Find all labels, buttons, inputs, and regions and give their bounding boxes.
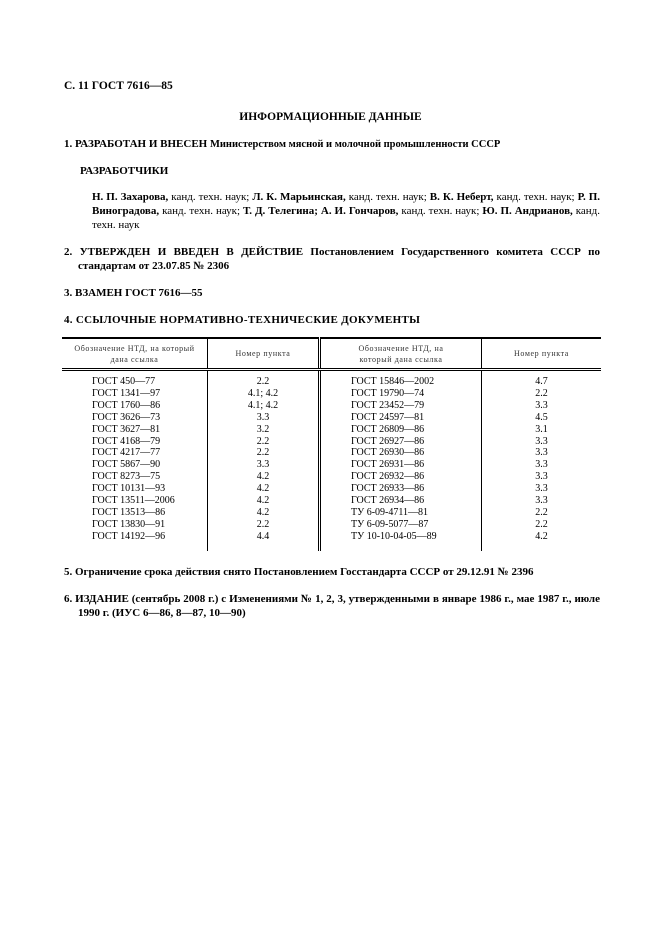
item-3: 3. ВЗАМЕН ГОСТ 7616—55 [64, 287, 203, 299]
table-row [62, 447, 601, 459]
table-cell: 3.3 [482, 495, 602, 507]
table-cell: ГОСТ 15846—2002 [320, 370, 482, 388]
table-cell: 4.2 [482, 531, 602, 551]
table-row [62, 495, 601, 507]
developer-name: А. И. Гончаров, [320, 205, 399, 217]
table-cell: ГОСТ 5867—90 [92, 459, 161, 471]
table-cell: 3.3 [482, 459, 602, 471]
table-cell: ГОСТ 10131—93 [92, 483, 166, 495]
table-cell: ГОСТ 450—77 [92, 376, 156, 387]
table-row [62, 519, 601, 531]
table-row [62, 388, 601, 400]
table-cell: ГОСТ 1341—97 [92, 387, 161, 399]
table-cell: ГОСТ 26930—86 [320, 447, 482, 459]
table-cell: 3.3 [208, 459, 320, 471]
page-header: С. 11 ГОСТ 7616—85 [64, 80, 173, 92]
table-cell: ТУ 6-09-5077—87 [320, 519, 482, 531]
table-row [62, 370, 601, 388]
table-cell: 3.3 [482, 483, 602, 495]
table-cell: 2.2 [482, 519, 602, 531]
table-cell: ГОСТ 4168—79 [92, 435, 161, 447]
table-cell: 3.3 [482, 400, 602, 412]
developer-title: канд. техн. наук; [168, 191, 253, 203]
table-cell: 4.7 [482, 370, 602, 388]
section-title: ИНФОРМАЦИОННЫЕ ДАННЫЕ [239, 111, 422, 123]
table-cell: ГОСТ 24597—81 [320, 412, 482, 424]
table-cell: ГОСТ 26931—86 [320, 459, 482, 471]
item-4: 4. ССЫЛОЧНЫЕ НОРМАТИВНО-ТЕХНИЧЕСКИЕ ДОКУМЕНТЫ [64, 314, 421, 326]
developer-name: В. К. Неберт, [429, 191, 494, 203]
developers-heading: РАЗРАБОТЧИКИ [80, 165, 169, 177]
table-cell: ГОСТ 13830—91 [92, 518, 166, 530]
table-cell: ГОСТ 4217—77 [92, 447, 161, 459]
table-row [62, 412, 601, 424]
table-cell: 4.1; 4.2 [208, 388, 320, 400]
table-cell: 3.3 [482, 447, 602, 459]
col-header: Номер пункта [482, 338, 602, 370]
table-cell: ГОСТ 1760—86 [92, 399, 161, 411]
item-2: 2. УТВЕРЖДЕН И ВВЕДЕН В ДЕЙСТВИЕ Постановлением Государственного комитета СССР по стандартам от 23.07.85 № 2306 [64, 246, 600, 272]
table-cell: ГОСТ 19790—74 [320, 388, 482, 400]
item-1-label: 1. РАЗРАБОТАН И ВНЕСЕН [64, 138, 208, 150]
table-cell: 2.2 [208, 447, 320, 459]
table-cell: 4.5 [482, 412, 602, 424]
table-cell: ГОСТ 3626—73 [92, 411, 161, 423]
table-cell: 2.2 [482, 507, 602, 519]
table-cell: ГОСТ 8273—75 [92, 471, 161, 483]
table-cell: 2.2 [208, 370, 320, 388]
table-cell: 2.2 [208, 436, 320, 448]
item-1 [64, 137, 600, 152]
table-cell: 3.3 [482, 436, 602, 448]
developer-name: Р. П. Виноградова, [92, 191, 600, 217]
table-cell: ГОСТ 13513—86 [92, 506, 166, 518]
table-cell: 3.3 [208, 412, 320, 424]
table-row [62, 436, 601, 448]
table-row [62, 424, 601, 436]
table-cell: ГОСТ 14192—96 [92, 530, 166, 542]
table-cell: 4.2 [208, 483, 320, 495]
developer-title: канд. техн. наук; [159, 205, 244, 217]
table-cell: 2.2 [482, 388, 602, 400]
references-table [62, 337, 601, 551]
developer-title: канд. техн. наук; [345, 191, 430, 203]
developers-list [92, 190, 600, 232]
developer-name: Л. К. Марьинская, [252, 191, 346, 203]
table-row [62, 507, 601, 519]
table-cell: 4.2 [208, 495, 320, 507]
table-cell: ТУ 6-09-4711—81 [320, 507, 482, 519]
item-6: 6. ИЗДАНИЕ (сентябрь 2008 г.) с Изменениями № 1, 2, 3, утвержденными в январе 1986 г., мае 1987 г., июле 1990 г. (ИУС 6—86, 8—87, 10—90) [64, 593, 600, 619]
table-cell: ГОСТ 26809—86 [320, 424, 482, 436]
table-row [62, 483, 601, 495]
table-row [62, 471, 601, 483]
table-cell: 3.3 [482, 471, 602, 483]
table-row [62, 400, 601, 412]
table-cell: 4.2 [208, 471, 320, 483]
table-cell: ГОСТ 26934—86 [320, 495, 482, 507]
developer-title: канд. техн. наук; [398, 205, 483, 217]
col-header: Номер пункта [208, 338, 320, 370]
table-cell: ГОСТ 3627—81 [92, 423, 161, 435]
table-cell: 3.2 [208, 424, 320, 436]
table-cell: 4.4 [208, 531, 320, 551]
table-cell: ГОСТ 23452—79 [320, 400, 482, 412]
item-1-text: Министерством мясной и молочной промышленности СССР [209, 139, 501, 150]
developer-title: канд. техн. наук; [493, 191, 578, 203]
table-cell: ГОСТ 26933—86 [320, 483, 482, 495]
table-cell: ГОСТ 26932—86 [320, 471, 482, 483]
developer-name: Ю. П. Андрианов, [482, 205, 573, 217]
table-cell: ТУ 10-10-04-05—89 [320, 531, 482, 551]
col-header: Обозначение НТД, на который дана ссылка [62, 338, 208, 370]
developer-name: Н. П. Захарова, [92, 191, 169, 203]
developer-name: Т. Д. Телегина; [243, 205, 321, 217]
table-row [62, 531, 601, 551]
item-5: 5. Ограничение срока действия снято Постановлением Госстандарта СССР от 29.12.91 № 2396 [64, 566, 534, 578]
table-cell: 4.1; 4.2 [208, 400, 320, 412]
table-row [62, 459, 601, 471]
developer-title: канд. техн. наук [92, 205, 601, 231]
table-cell: 4.2 [208, 507, 320, 519]
table-cell: ГОСТ 26927—86 [320, 436, 482, 448]
table-cell: 3.1 [482, 424, 602, 436]
table-cell: ГОСТ 13511—2006 [92, 495, 175, 507]
col-header: Обозначение НТД, на который дана ссылка [320, 338, 482, 370]
table-cell: 2.2 [208, 519, 320, 531]
